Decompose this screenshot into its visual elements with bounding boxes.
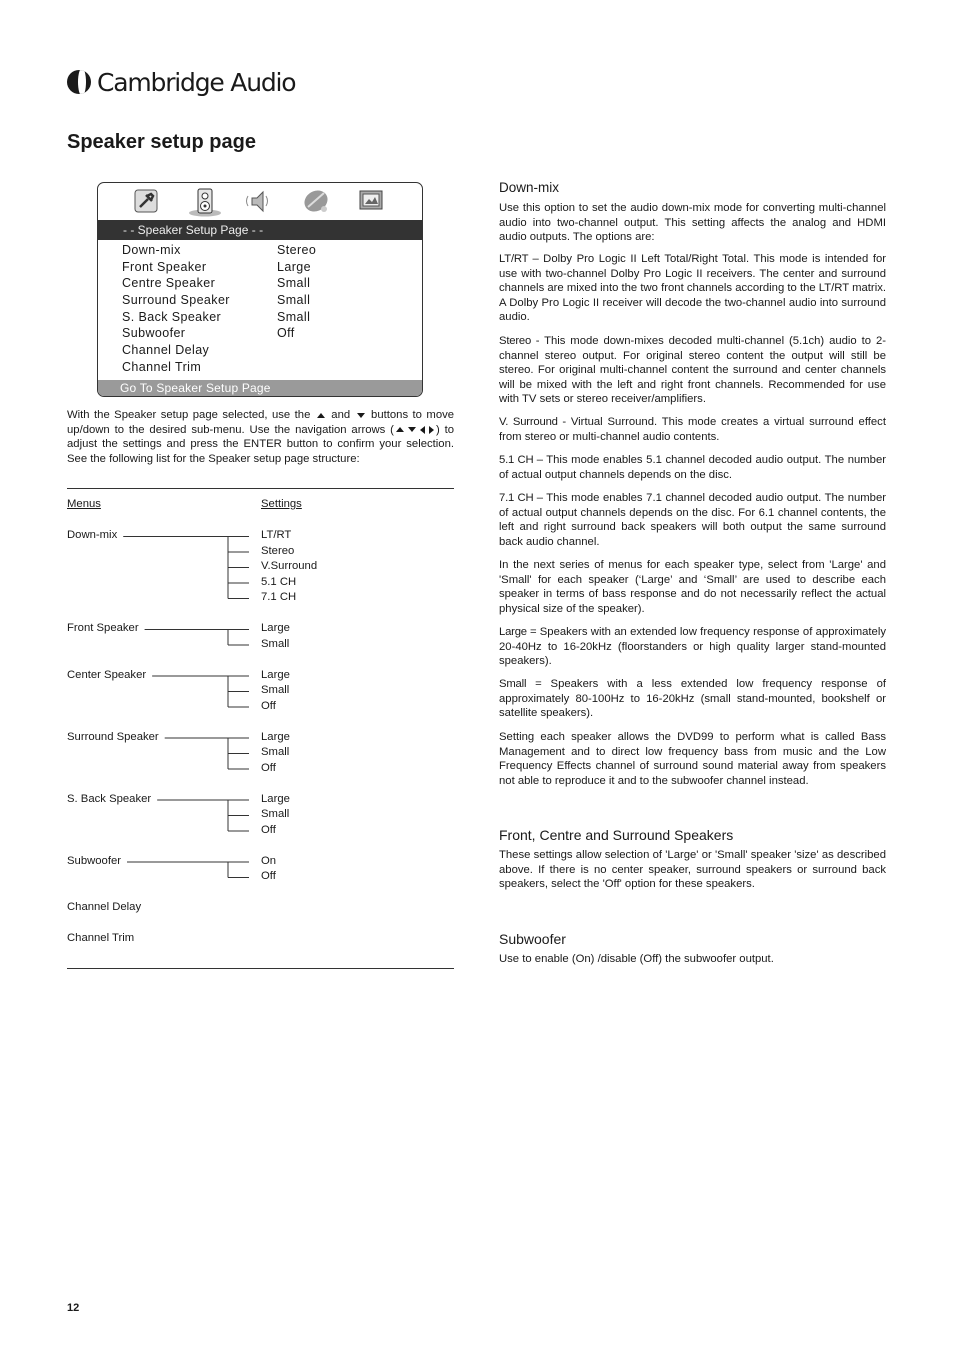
tree-setting-item: Off	[261, 699, 276, 712]
small-term: Small =	[499, 678, 542, 690]
vsurround-text: Virtual Surround. This mode creates a virtual surround effect from stereo or multi-channel audio contents.	[499, 416, 886, 443]
tree-menu-item: S. Back Speaker	[67, 792, 152, 805]
ch71-term: 7.1 CH –	[499, 492, 543, 504]
stereo-term: Stereo -	[499, 335, 540, 347]
osd-footer: Go To Speaker Setup Page	[98, 380, 422, 396]
osd-header: - - Speaker Setup Page - -	[98, 220, 422, 240]
osd-row-label[interactable]: Centre Speaker	[122, 276, 216, 290]
tree-menu-item: Channel Trim	[67, 932, 135, 944]
brand-name: Cambridge Audio	[97, 67, 296, 97]
tree-setting-item: Small	[261, 637, 290, 650]
osd-row-value: Off	[277, 326, 295, 340]
intro-text: buttons to move up/down to the desired sub-menu. Use the navigation arrows (	[67, 409, 455, 436]
fcs-title: Front, Centre and Surround Speakers	[499, 827, 734, 843]
osd-row-label[interactable]: Subwoofer	[122, 326, 186, 340]
page-title: Speaker setup page	[67, 131, 256, 153]
tree-setting-item: 5.1 CH	[261, 575, 297, 588]
osd-row-label[interactable]: Surround Speaker	[122, 293, 230, 307]
osd-row-value: Small	[277, 293, 311, 307]
bass-management-paragraph: Setting each speaker allows the DVD99 to perform what is called Bass Management and to direct low frequency bass from music and the Low Frequency Effects channel of surround sound material away from speakers not able to reproduce it and to the subwoofer channel instead.	[499, 731, 886, 787]
stereo-paragraph	[499, 334, 886, 407]
subwoofer-title: Subwoofer	[499, 931, 566, 947]
size-intro: In the next series of menus for each speaker type, select from 'Large' and 'Small' for each speaker (‘Large’ and ‘Small’ are used to describe each speaker in terms of bass response and do not necessarily reflect the actual physical size of the speaker).	[499, 559, 886, 615]
large-paragraph	[499, 625, 886, 669]
osd-row-label[interactable]: S. Back Speaker	[122, 310, 222, 324]
tree-menu-item: Center Speaker	[67, 668, 147, 681]
tree-menu-item: Surround Speaker	[67, 730, 159, 743]
tree-setting-item: Small	[261, 808, 290, 820]
tree-menu-item: Front Speaker	[67, 622, 139, 634]
tree-setting-item: LT/RT	[261, 529, 292, 541]
subwoofer-text: Use to enable (On) /disable (Off) the subwoofer output.	[499, 953, 774, 965]
tree-setting-item: Large	[261, 730, 290, 743]
tree-setting-item: 7.1 CH	[261, 591, 297, 603]
tree-setting-item: Off	[261, 870, 276, 882]
tree-setting-item: Large	[261, 668, 290, 681]
tree-setting-item: Small	[261, 684, 290, 696]
stereo-text: This mode down-mixes decoded multi-channel (5.1ch) audio to 2-channel stereo output. For original stereo content the output will still be stereo. For original multi-channel content the surround and center channels will be mixed with the left and right front channels. Recommended for use with TV sets or stereo receiver/amplifiers.	[499, 335, 886, 406]
tree-setting-item: Large	[261, 792, 290, 805]
tree-setting-item: Small	[261, 746, 290, 758]
osd-row-value: Small	[277, 310, 311, 324]
tree-setting-item: On	[261, 854, 277, 867]
tree-setting-item: Off	[261, 761, 276, 774]
small-text: Speakers with a less extended low frequency response of approximately 80-100Hz to 16-20kHz (small stand-mounted, bookshelf or satellite speakers).	[499, 678, 887, 720]
ltrt-text: Dolby Pro Logic II Left Total/Right Total. This mode is intended for use with two-channel Dolby Pro Logic II receivers. The center and surround channels are mixed into the two front channels according to the LT/RT matrix. A Dolby Pro Logic II receiver will decode the two-channel audio into surround audio.	[499, 253, 887, 324]
downmix-title: Down-mix	[499, 180, 560, 195]
large-text: Speakers with an extended low frequency response of approximately 20-40Hz to 16-20kHz (floorstanders or high quality larger stand-mounted speakers).	[499, 626, 886, 668]
downmix-intro: Use this option to set the audio down-mix mode for converting multi-channel audio into two-channel output. This setting affects the analog and HDMI audio outputs. The options are:	[499, 202, 886, 244]
tree-menu-item: Subwoofer	[67, 854, 122, 867]
menus-header: Menus	[67, 498, 101, 510]
osd-row-value: Stereo	[277, 243, 317, 257]
tree-setting-item: Off	[261, 823, 276, 836]
page-number: 12	[67, 1302, 80, 1314]
tree-setting-item: Large	[261, 622, 290, 634]
fcs-text: These settings allow selection of 'Large' or 'Small' speaker 'size' as described above. If there is no center speaker, surround speakers or surround back speakers, select the 'Off' option for these speakers.	[499, 849, 886, 891]
osd-row-value: Small	[277, 276, 311, 290]
ltrt-term: LT/RT –	[499, 253, 539, 265]
ch71-text: This mode enables 7.1 channel decoded audio output. The number of actual output channels depends on the disc. For 6.1 channel contents, the left and right surround back speakers will both output the same surround back audio channel.	[499, 492, 887, 548]
tree-menu-item: Down-mix	[67, 529, 118, 541]
ch51-paragraph	[499, 453, 886, 482]
ch71-paragraph	[499, 491, 886, 549]
ch51-term: 5.1 CH –	[499, 454, 543, 466]
osd-row-label[interactable]: Down-mix	[122, 243, 181, 257]
large-term: Large =	[499, 626, 537, 638]
ltrt-paragraph	[499, 252, 886, 325]
small-paragraph	[499, 677, 886, 721]
tree-menu-item: Channel Delay	[67, 901, 142, 913]
tree-setting-item: Stereo	[261, 544, 295, 557]
vsurround-term: V. Surround -	[499, 416, 566, 428]
intro-text: ) to adjust the settings and press the ENTER button to confirm your selection. See the following list for the Speaker setup page structure:	[67, 423, 454, 465]
osd-row-value: Large	[277, 260, 311, 274]
tree-setting-item: V.Surround	[261, 560, 318, 572]
vsurround-paragraph	[499, 415, 886, 444]
intro-text: With the Speaker setup page selected, use the	[67, 409, 311, 421]
ch51-text: This mode enables 5.1 channel decoded audio output. The number of actual output channels depends on the disc.	[499, 454, 887, 481]
intro-text: and	[331, 409, 351, 421]
osd-row-label[interactable]: Channel Trim	[122, 360, 202, 374]
osd-row-label[interactable]: Front Speaker	[122, 260, 207, 274]
osd-row-label[interactable]: Channel Delay	[122, 343, 210, 357]
settings-header: Settings	[261, 498, 302, 510]
